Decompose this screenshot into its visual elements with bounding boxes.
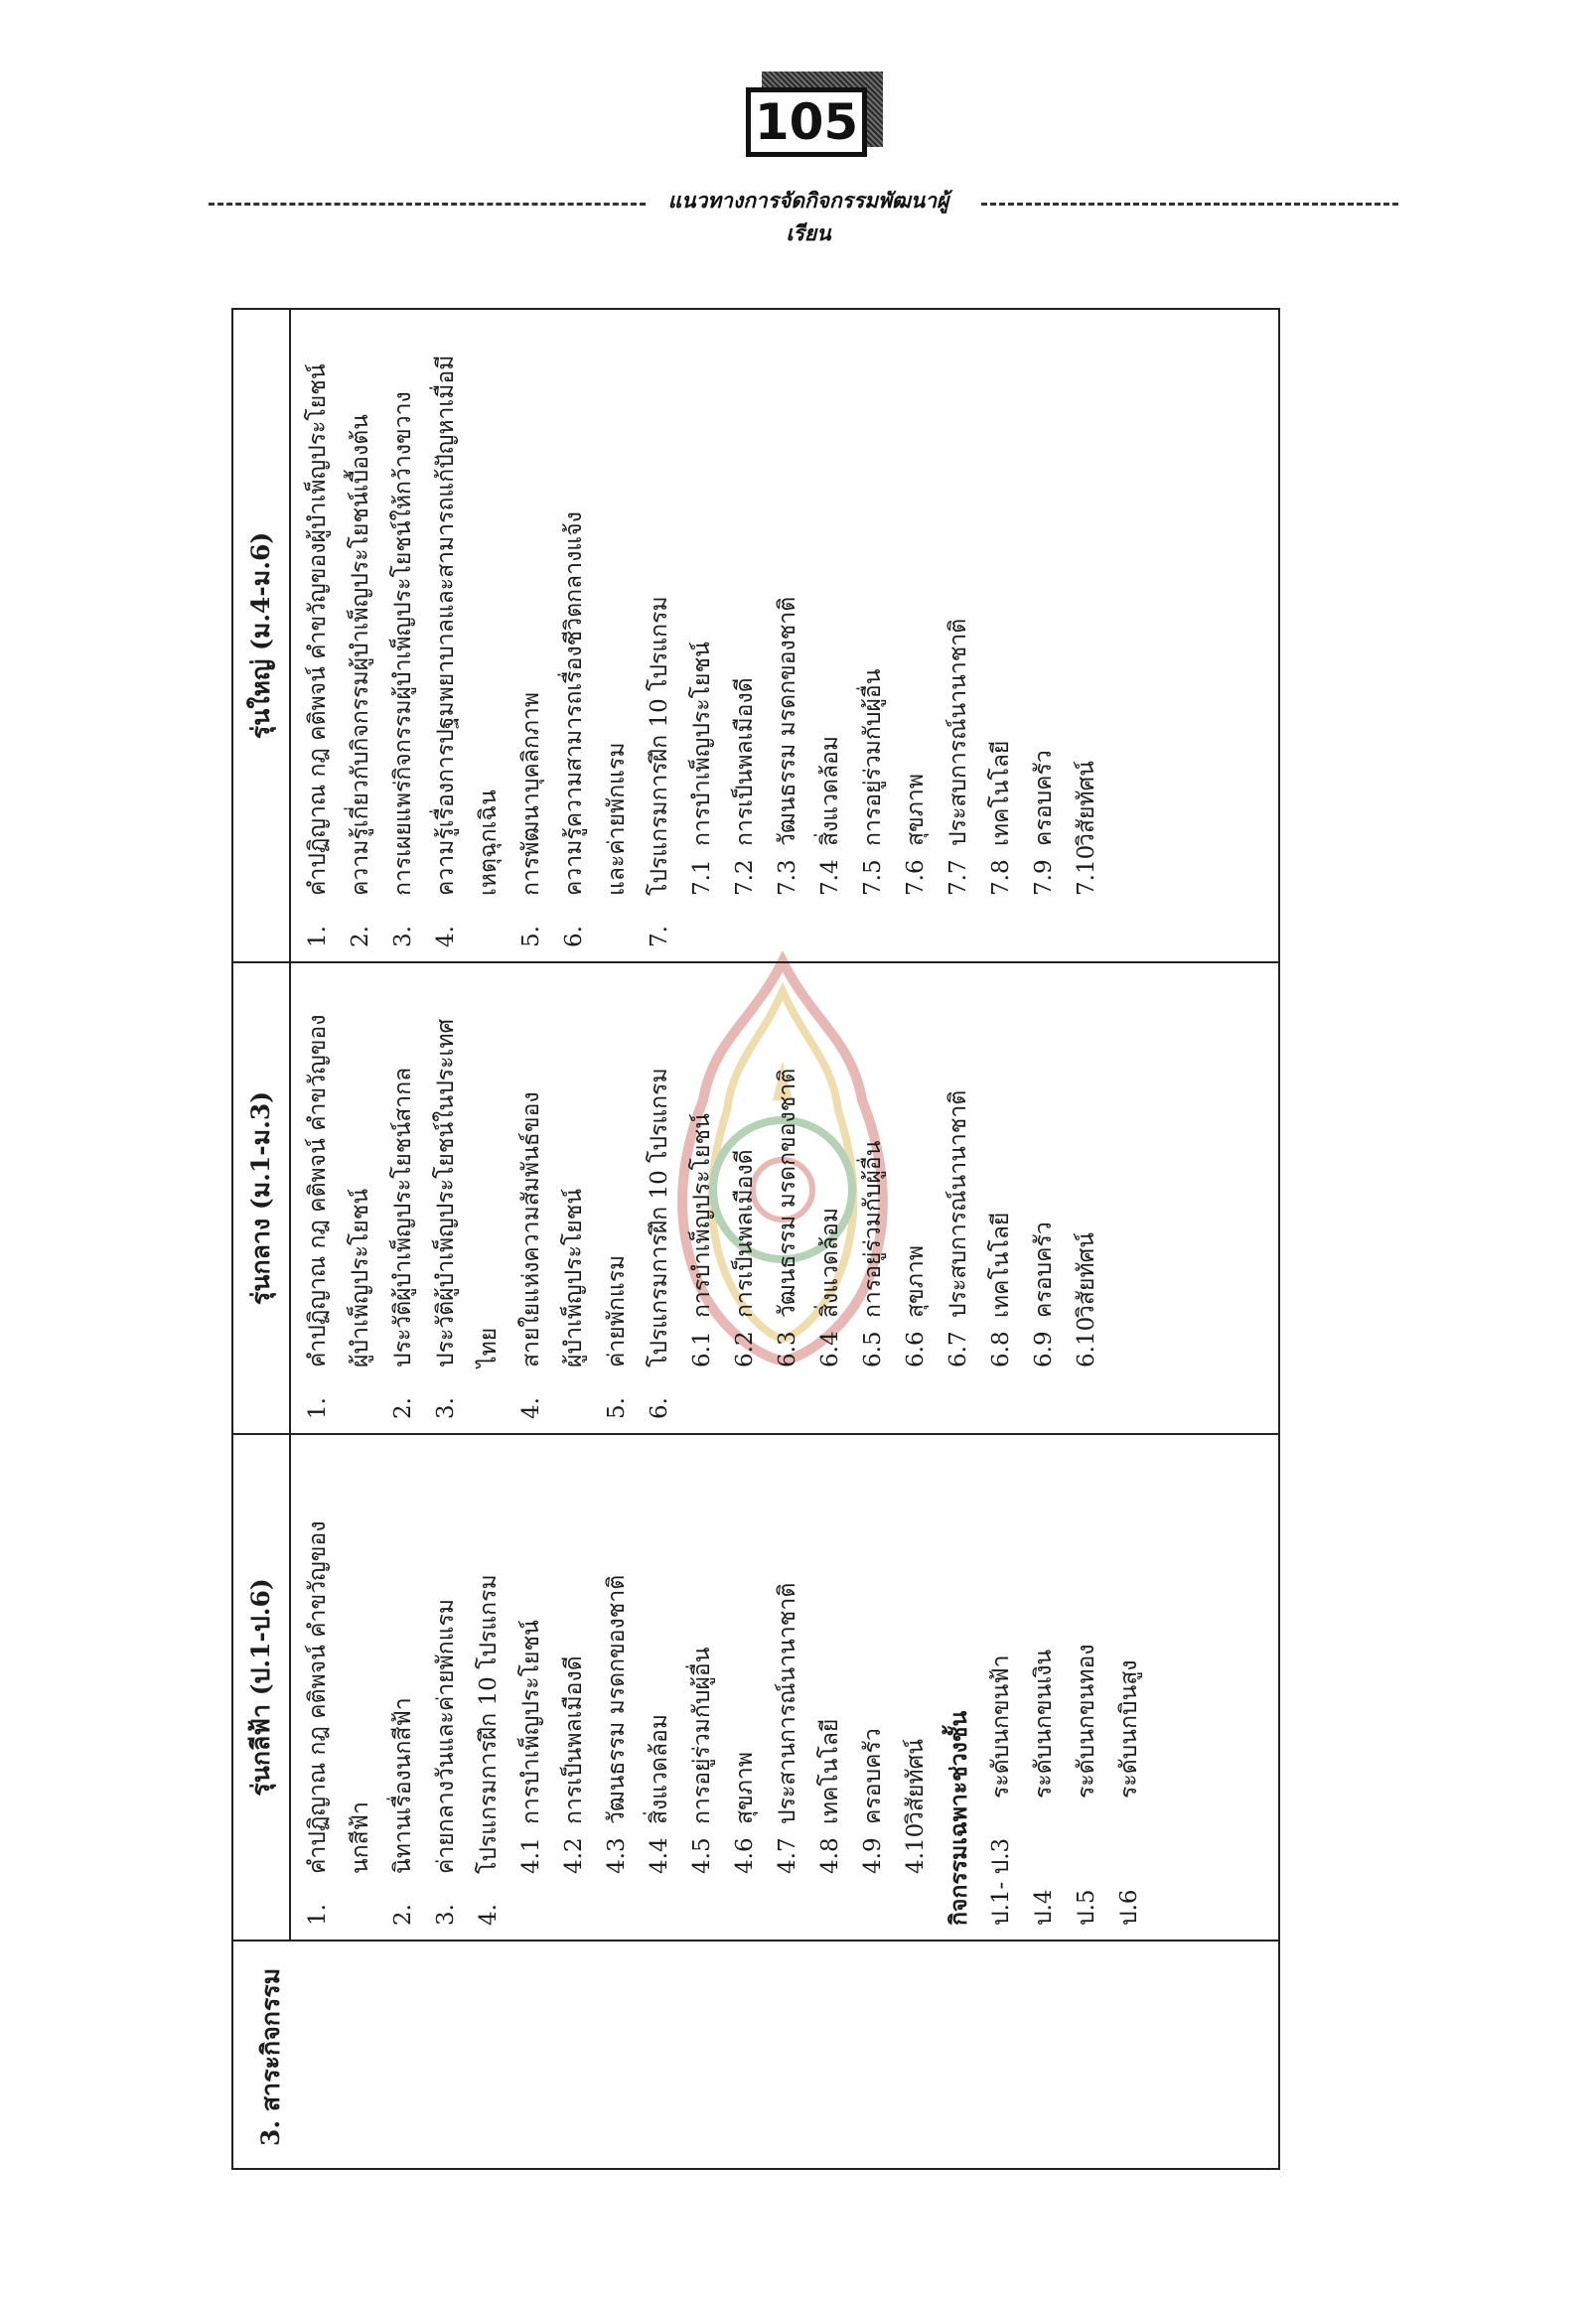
column-heading: รุ่นกลีฟ้า (ป.1-ป.6) xyxy=(233,1435,291,1940)
item-number: 5. xyxy=(604,1397,630,1419)
item-text: การบำเพ็ญประโยชน์ xyxy=(689,1113,715,1318)
list-item xyxy=(681,1445,724,1926)
header-rule-right xyxy=(981,203,1398,206)
list-item xyxy=(340,320,382,947)
column-body xyxy=(291,963,1108,1433)
item-number: 6.1 xyxy=(689,1331,715,1367)
item-text: ประวัติผู้บำเพ็ญประโยชน์ในประเทศ xyxy=(433,1018,459,1367)
item-number: 6.4 xyxy=(817,1331,843,1367)
list-item xyxy=(510,973,553,1419)
item-number: 3. xyxy=(433,1397,459,1419)
list-item xyxy=(425,320,468,947)
list-item xyxy=(468,973,510,1419)
list-item xyxy=(767,320,809,947)
item-number: 6.10 xyxy=(1074,1316,1099,1367)
item-text: ครอบครัว xyxy=(1031,750,1057,846)
item-text: สายใยแห่งความสัมพันธ์ของ xyxy=(518,1091,544,1367)
item-text: วิสัยทัศน์ xyxy=(903,1739,929,1824)
item-number: ป.5 xyxy=(1074,1889,1099,1926)
item-number: 4.1 xyxy=(518,1837,544,1874)
item-number: 6.9 xyxy=(1031,1331,1057,1367)
item-text: การพัฒนาบุคลิกภาพ xyxy=(518,691,544,896)
list-item xyxy=(809,1445,852,1926)
column-senior xyxy=(233,310,1278,963)
item-number: 4.5 xyxy=(689,1837,715,1874)
list-item xyxy=(1023,320,1066,947)
item-number: 3. xyxy=(433,1904,459,1926)
list-item xyxy=(510,1445,553,1926)
list-item xyxy=(553,1445,596,1926)
item-number: 1. xyxy=(305,926,331,947)
item-text: ความรู้เรื่องการปฐมพยาบาลและสามารถแก้ปัญหาเมื่อมี xyxy=(433,355,459,896)
item-number: 6.7 xyxy=(945,1331,971,1367)
item-number: 4.6 xyxy=(732,1837,758,1874)
list-item xyxy=(980,320,1023,947)
item-text: สิ่งแวดล้อม xyxy=(647,1713,672,1824)
item-text: ไทย xyxy=(476,1327,502,1367)
item-number: 7.4 xyxy=(817,859,843,896)
item-text: ประวัติผู้บำเพ็ญประโยชน์สากล xyxy=(390,1067,416,1367)
item-number: 6. xyxy=(561,926,587,947)
list-item xyxy=(724,1445,767,1926)
item-text: สิ่งแวดล้อม xyxy=(817,1207,843,1318)
list-item xyxy=(681,973,724,1419)
list-item xyxy=(1066,320,1108,947)
item-text: ระดับนกขนเงิน xyxy=(1031,1649,1057,1799)
list-item xyxy=(425,973,468,1419)
item-number: 7.1 xyxy=(689,859,715,896)
list-item xyxy=(382,973,425,1419)
item-text: วัฒนธรรม มรดกของชาติ xyxy=(775,1068,800,1318)
list-item xyxy=(425,1445,468,1926)
item-number: 3. xyxy=(390,926,416,947)
item-number: 6.2 xyxy=(732,1331,758,1367)
list-item xyxy=(767,973,809,1419)
item-text: โปรแกรมการฝึก 10 โปรแกรม xyxy=(647,1068,672,1367)
item-text: ค่ายกลางวันและค่ายพักแรม xyxy=(433,1598,459,1874)
list-item xyxy=(895,320,938,947)
item-number: 4.7 xyxy=(775,1837,800,1874)
item-number: 4.9 xyxy=(860,1837,886,1874)
item-number: 6.3 xyxy=(775,1331,800,1367)
item-number: 7.7 xyxy=(945,859,971,896)
item-text: สุขภาพ xyxy=(903,774,929,846)
header-rule-left xyxy=(209,203,646,206)
item-number: 6.6 xyxy=(903,1331,929,1367)
item-text: ครอบครัว xyxy=(860,1728,886,1824)
list-item xyxy=(724,320,767,947)
item-number: 7.2 xyxy=(732,859,758,896)
list-item xyxy=(340,1445,382,1926)
item-text: เทคโนโลยี xyxy=(817,1718,843,1824)
list-item xyxy=(382,320,425,947)
item-text: การอยู่ร่วมกับผู้อื่น xyxy=(860,1140,886,1318)
list-item xyxy=(297,973,340,1419)
item-number: 7.6 xyxy=(903,859,929,896)
list-item xyxy=(852,320,895,947)
column-body xyxy=(291,310,1108,961)
list-item xyxy=(895,973,938,1419)
item-number: 7.9 xyxy=(1031,859,1057,896)
item-text: โปรแกรมการฝึก 10 โปรแกรม xyxy=(476,1574,502,1874)
item-number: 4.10 xyxy=(903,1822,929,1874)
list-item xyxy=(767,1445,809,1926)
list-item xyxy=(1066,973,1108,1419)
column-primary xyxy=(233,1435,1278,1942)
item-number: 7.8 xyxy=(988,859,1014,896)
item-text: การบำเพ็ญประโยชน์ xyxy=(689,642,715,846)
item-text: เทคโนโลยี xyxy=(988,740,1014,846)
item-number: 4.8 xyxy=(817,1837,843,1874)
item-text: ระดับนกขนฟ้า xyxy=(988,1655,1014,1799)
item-text: การเป็นพลเมืองดี xyxy=(561,1655,587,1824)
item-text: ระดับนกบินสูง xyxy=(1116,1659,1142,1799)
list-item xyxy=(468,1445,510,1926)
column-middle xyxy=(233,963,1278,1435)
list-item xyxy=(809,973,852,1419)
item-text: ครอบครัว xyxy=(1031,1222,1057,1318)
item-text: การอยู่ร่วมกับผู้อื่น xyxy=(689,1647,715,1824)
item-text: สุขภาพ xyxy=(732,1752,758,1824)
row-label: 3. สาระกิจกรรม xyxy=(256,1967,285,2146)
item-text: เทคโนโลยี xyxy=(988,1212,1014,1318)
item-text: ประสานการณ์นานาชาติ xyxy=(775,1582,800,1824)
list-item xyxy=(1108,1445,1151,1926)
list-item xyxy=(468,320,510,947)
list-item xyxy=(980,973,1023,1419)
header-title: แนวทางการจัดกิจกรรมพัฒนาผู้เรียน xyxy=(667,189,949,245)
item-text: วัฒนธรรม มรดกของชาติ xyxy=(775,596,800,846)
item-number: 7.5 xyxy=(860,859,886,896)
item-number: ป.6 xyxy=(1116,1889,1142,1926)
item-text: สิ่งแวดล้อม xyxy=(817,735,843,846)
list-item xyxy=(938,320,980,947)
item-number: 2. xyxy=(348,926,373,947)
list-item xyxy=(809,320,852,947)
item-text: วิสัยทัศน์ xyxy=(1074,1232,1099,1318)
item-text: โปรแกรมการฝึก 10 โปรแกรม xyxy=(647,596,672,896)
row-label-cell xyxy=(233,1942,1278,2168)
list-item xyxy=(1023,1445,1066,1926)
page-number: 105 xyxy=(746,87,867,157)
item-number: 1. xyxy=(305,1397,331,1419)
activity-table xyxy=(231,308,1280,2170)
item-number: 4.3 xyxy=(604,1837,630,1874)
item-number: 4. xyxy=(476,1904,502,1926)
list-item xyxy=(1066,1445,1108,1926)
list-item xyxy=(553,973,596,1419)
item-text: ความรู้ความสามารถเรื่องชีวิตกลางแจ้ง xyxy=(561,511,587,896)
item-text: ผู้บำเพ็ญประโยชน์ xyxy=(561,1188,587,1367)
item-text: คำปฏิญาณ กฎ คติพจน์ คำขวัญของ xyxy=(305,1014,331,1367)
item-number: 1. xyxy=(305,1904,331,1926)
column-heading: รุ่นใหญ่ (ม.4-ม.6) xyxy=(233,310,291,961)
list-item xyxy=(938,1445,980,1926)
list-item xyxy=(852,1445,895,1926)
item-text: ประสบการณ์นานาชาติ xyxy=(945,618,971,846)
item-number: 6.8 xyxy=(988,1331,1014,1367)
list-item xyxy=(724,973,767,1419)
item-text: วิสัยทัศน์ xyxy=(1074,761,1099,846)
list-item xyxy=(639,973,681,1419)
item-text: คำปฏิญาณ กฎ คติพจน์ คำขวัญของ xyxy=(305,1520,331,1874)
list-item xyxy=(297,320,340,947)
column-heading: รุ่นกลาง (ม.1-ม.3) xyxy=(233,963,291,1433)
list-item xyxy=(639,320,681,947)
item-number: 4.2 xyxy=(561,1837,587,1874)
item-number: ป.1- ป.3 xyxy=(988,1837,1014,1926)
item-number: 7.10 xyxy=(1074,844,1099,896)
item-number: 4.4 xyxy=(647,1837,672,1874)
item-number: 7.3 xyxy=(775,859,800,896)
list-item xyxy=(596,973,639,1419)
list-item xyxy=(340,973,382,1419)
item-text: การเป็นพลเมืองดี xyxy=(732,1149,758,1318)
item-number: 4. xyxy=(433,926,459,947)
item-text: การอยู่ร่วมกับผู้อื่น xyxy=(860,668,886,846)
list-item xyxy=(297,1445,340,1926)
item-text: ระดับนกขนทอง xyxy=(1074,1644,1099,1799)
item-number: 2. xyxy=(390,1397,416,1419)
item-text: เหตุฉุกเฉิน xyxy=(476,790,502,896)
list-item xyxy=(852,973,895,1419)
item-text: และค่ายพักแรม xyxy=(604,742,630,896)
list-item xyxy=(681,320,724,947)
item-text: คำปฏิญาณ กฎ คติพจน์ คำขวัญของผู้บำเพ็ญประโยชน์ xyxy=(305,363,331,896)
list-item xyxy=(596,320,639,947)
item-text: การเผยแพร่กิจกรรมผู้บำเพ็ญประโยชน์ให้กว้างขวาง xyxy=(390,391,416,896)
item-number: 4. xyxy=(518,1397,544,1419)
list-item xyxy=(895,1445,938,1926)
list-item xyxy=(510,320,553,947)
item-number: 6.5 xyxy=(860,1331,886,1367)
item-text: ความรู้เกี่ยวกับกิจกรรมผู้บำเพ็ญประโยชน์เบื้องต้น xyxy=(348,414,373,896)
item-text: ค่ายพักแรม xyxy=(604,1254,630,1367)
item-text: วัฒนธรรม มรดกของชาติ xyxy=(604,1574,630,1824)
item-number: ป.4 xyxy=(1031,1889,1057,1926)
list-item xyxy=(639,1445,681,1926)
list-item xyxy=(1023,973,1066,1419)
item-text: การบำเพ็ญประโยชน์ xyxy=(518,1620,544,1824)
item-text: นิทานเรื่องนกสีฟ้า xyxy=(390,1697,416,1874)
column-body xyxy=(291,1435,1151,1940)
list-item xyxy=(938,973,980,1419)
list-item xyxy=(596,1445,639,1926)
item-number: 5. xyxy=(518,926,544,947)
item-text: ผู้บำเพ็ญประโยชน์ xyxy=(348,1188,373,1367)
list-item xyxy=(980,1445,1023,1926)
item-number: 6. xyxy=(647,1397,672,1419)
item-text: นกสีฟ้า xyxy=(348,1801,373,1874)
item-number: 2. xyxy=(390,1904,416,1926)
item-text: สุขภาพ xyxy=(903,1245,929,1318)
list-item xyxy=(382,1445,425,1926)
item-text: การเป็นพลเมืองดี xyxy=(732,677,758,846)
item-text: ประสบการณ์นานาชาติ xyxy=(945,1089,971,1318)
item-number: 7. xyxy=(647,926,672,947)
item-text: กิจกรรมเฉพาะช่วงชั้น xyxy=(945,1710,972,1926)
list-item xyxy=(553,320,596,947)
